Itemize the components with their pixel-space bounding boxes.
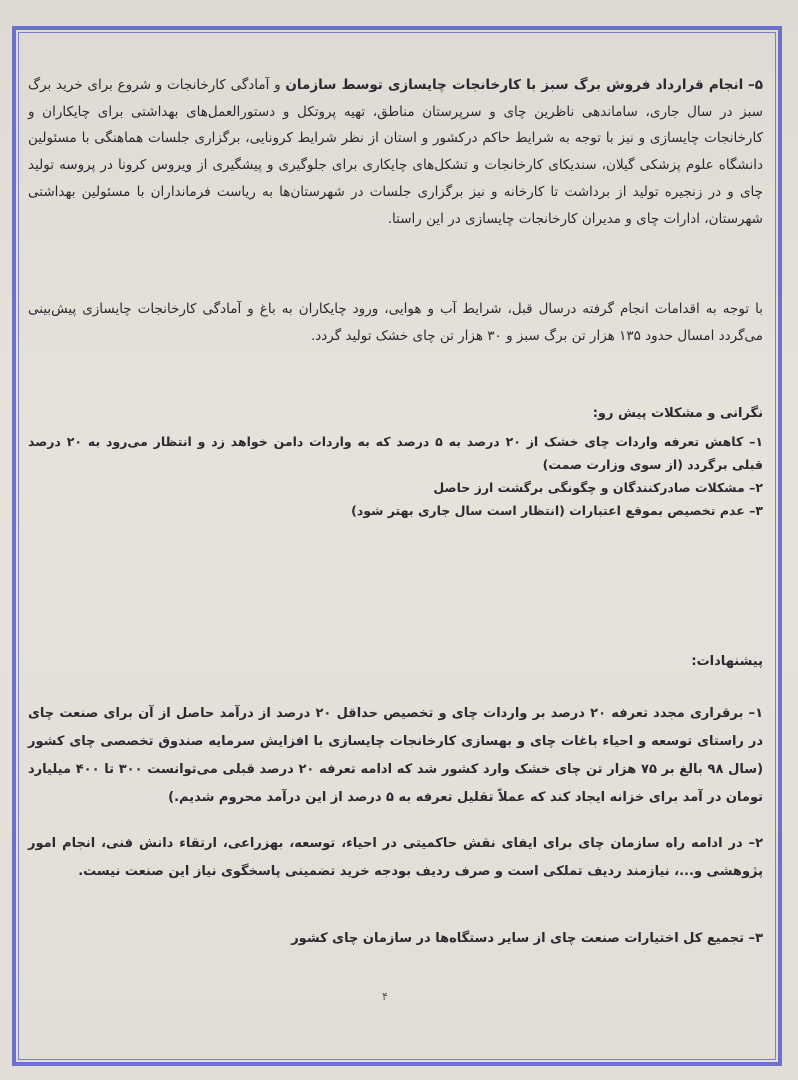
concern-item-2: ۲– مشکلات صادرکنندگان و چگونگی برگشت ارز حاصل (433, 480, 763, 495)
suggestion-2-block (28, 830, 763, 886)
page-number: ۴ (382, 990, 388, 1003)
suggestion-1-block (28, 700, 763, 812)
suggestions-title: پیشنهادات: (691, 654, 763, 669)
suggestion-item-1: ۱– برقراری مجدد تعرفه ۲۰ درصد بر واردات چای و تخصیص حداقل ۲۰ درصد از درآمد حاصل از آن برای صنعت چای در راستای توسعه و احیاء باغات چای و بهسازی کارخانجات چایسازی با افزایش سرمایه صندوق تخصصی چای کشور (سال ۹۸ بالغ بر ۷۵ هزار تن چای خشک وارد کشور شد که ادامه تعرفه ۲۰ درصد قبلی می‌توانست ۳۰۰ تا ۴۰۰ میلیارد تومان در آمد برای خزانه ایجاد کند که عملاً تقلیل تعرفه به ۵ درصد از این درآمد محروم شدیم.) (28, 706, 764, 805)
suggestion-3-block (28, 925, 763, 953)
concerns-list (28, 430, 763, 522)
suggestion-item-3: ۳– تجمیع کل اختیارات صنعت چای از سایر دستگاه‌ها در سازمان چای کشور (291, 931, 763, 946)
section-5-paragraph (28, 72, 763, 232)
suggestions-heading-block (28, 650, 763, 674)
section-5-followup: با توجه به اقدامات انجام گرفته درسال قبل، شرایط آب و هوایی، ورود چایکاران به باغ و آمادگی کارخانجات چایسازی پیش‌بینی می‌گردد امسال حدود ۱۳۵ هزار تن برگ سبز و ۳۰ هزار تن چای خشک تولید گردد. (28, 301, 763, 344)
section-5-body: و آمادگی کارخانجات و شروع برای خرید برگ سبز در سال جاری، ساماندهی ناظرین چای و سرپرستان مناطق، تهیه پروتکل و دستورالعمل‌های بهداشتی برای چایکاران و کارخانجات چایسازی و نیز با توجه به شرایط حاکم درکشور و استان از نظر شرایط کرونایی، برگزاری جلسات هماهنگی با مسئولین دانشگاه علوم پزشکی گیلان، سندیکای کارخانجات و تشکل‌های چایکاری برای جلوگیری و پیشگیری از ویروس کرونا در پروسه تولید چای و در زنجیره تولید از برداشت تا کارخانه و نیز برگزاری جلسات در شهرستان‌ها به ریاست فرمانداران با مسئولین بهداشتی شهرستان، ادارات چای و مدیران کارخانجات چایسازی در این راستا. (28, 77, 763, 227)
concern-item-3: ۳– عدم تخصیص بموقع اعتبارات (انتظار است سال جاری بهتر شود) (351, 503, 763, 518)
suggestion-item-2: ۲– در ادامه راه سازمان چای برای ایفای نقش حاکمیتی در احیاء، توسعه، بهزراعی، ارتقاء دانش فنی، انجام امور پژوهشی و...، نیازمند ردیف تملکی است و صرف ردیف بودجه خرید تضمینی پاسخگوی نیاز این صنعت نیست. (28, 836, 763, 879)
section-5-lead: انجام قرارداد فروش برگ سبز با کارخانجات چایسازی توسط سازمان (285, 77, 744, 93)
section-5 (28, 72, 763, 232)
section-5-followup-block (28, 296, 763, 349)
concern-item-1: ۱– کاهش تعرفه واردات چای خشک از ۲۰ درصد به ۵ درصد که به واردات دامن خواهد زد و انتظار می‌رود به ۲۰ درصد قبلی برگردد (از سوی وزارت صمت) (28, 434, 764, 472)
concerns-title: نگرانی و مشکلات پیش رو: (592, 406, 763, 421)
section-5-number: ۵– (747, 77, 763, 93)
concerns-heading-block (28, 402, 763, 426)
